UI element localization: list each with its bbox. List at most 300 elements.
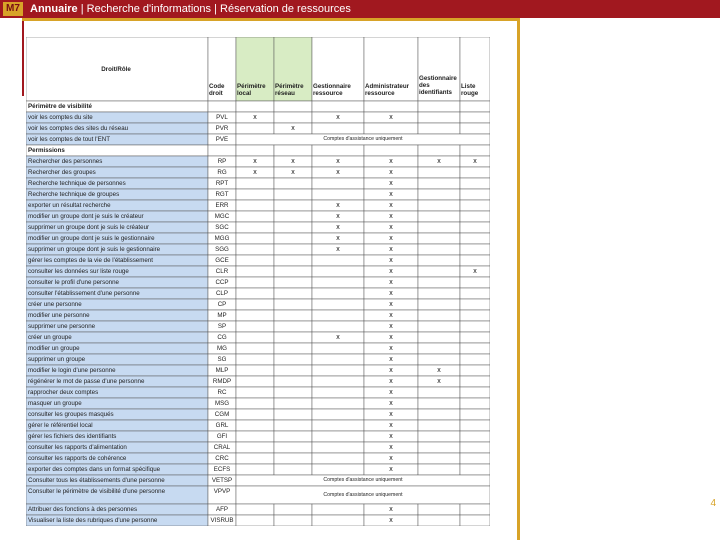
role-cell — [418, 332, 460, 343]
role-cell — [460, 288, 490, 299]
role-cell — [460, 420, 490, 431]
role-cell — [274, 244, 312, 255]
accent-rule-horizontal — [22, 18, 520, 21]
role-cell — [418, 123, 460, 134]
role-cell — [236, 145, 274, 156]
role-cell — [312, 464, 364, 475]
role-cell — [418, 288, 460, 299]
permission-mark: x — [389, 517, 393, 524]
role-cell — [418, 145, 460, 156]
row-code: GCE — [215, 257, 229, 264]
role-cell — [274, 233, 312, 244]
section-label: Périmètre de visibilité — [28, 103, 92, 110]
role-cell — [460, 299, 490, 310]
row-code: RG — [217, 169, 227, 176]
role-cell — [236, 431, 274, 442]
role-cell — [274, 178, 312, 189]
left-rule — [22, 21, 24, 96]
code-cell — [208, 145, 236, 156]
row-label: voir les comptes de tout l'ENT — [28, 136, 110, 143]
role-cell — [236, 420, 274, 431]
role-cell — [274, 222, 312, 233]
row-label: Recherche technique de personnes — [28, 180, 126, 187]
role-cell — [274, 101, 312, 112]
role-cell — [312, 376, 364, 387]
role-cell — [312, 178, 364, 189]
role-cell — [418, 200, 460, 211]
role-cell — [274, 464, 312, 475]
role-cell — [312, 321, 364, 332]
row-label: régénérer le mot de passe d'une personne — [28, 378, 145, 385]
role-cell — [418, 321, 460, 332]
row-label: Rechercher des personnes — [28, 158, 103, 165]
role-cell — [236, 442, 274, 453]
permission-mark: x — [389, 235, 393, 242]
role-cell — [274, 310, 312, 321]
role-cell — [236, 343, 274, 354]
role-cell — [364, 101, 418, 112]
permission-mark: x — [389, 114, 393, 121]
row-note: Comptes d'assistance uniquement — [323, 491, 403, 498]
role-cell — [418, 244, 460, 255]
role-cell — [418, 515, 460, 526]
permission-mark: x — [336, 224, 340, 231]
role-cell — [312, 277, 364, 288]
column-header: Administrateur ressource — [365, 83, 410, 97]
row-code: MP — [217, 312, 227, 319]
role-cell — [236, 233, 274, 244]
row-label: consulter les groupes masqués — [28, 411, 114, 418]
role-cell — [274, 145, 312, 156]
title-rest: | Recherche d'informations | Réservation de ressources — [77, 3, 351, 15]
role-cell — [274, 211, 312, 222]
role-cell — [418, 354, 460, 365]
role-cell — [460, 453, 490, 464]
row-code: GFI — [216, 433, 228, 440]
role-cell — [236, 515, 274, 526]
permission-mark: x — [473, 158, 477, 165]
row-code: CCP — [215, 279, 229, 286]
row-label: consulter les rapports d'alimentation — [28, 444, 127, 451]
column-header: Code droit — [209, 83, 225, 97]
role-cell — [460, 398, 490, 409]
row-label: Rechercher des groupes — [28, 169, 96, 176]
role-cell — [236, 123, 274, 134]
role-cell — [418, 387, 460, 398]
role-cell — [274, 431, 312, 442]
row-label: modifier un groupe — [28, 345, 80, 352]
role-cell — [274, 266, 312, 277]
row-code: VPVP — [213, 488, 231, 495]
permission-mark: x — [389, 466, 393, 473]
permission-mark: x — [389, 345, 393, 352]
role-cell — [312, 420, 364, 431]
role-cell — [274, 200, 312, 211]
column-header: Périmètre réseau — [275, 83, 304, 97]
role-cell — [460, 145, 490, 156]
section-label: Permissions — [28, 147, 65, 154]
permission-mark: x — [336, 158, 340, 165]
permission-mark: x — [336, 114, 340, 121]
role-cell — [460, 354, 490, 365]
role-cell — [364, 123, 418, 134]
row-note: Comptes d'assistance uniquement — [323, 477, 403, 483]
permission-mark: x — [336, 334, 340, 341]
code-cell — [208, 101, 236, 112]
row-note: Comptes d'assistance uniquement — [323, 136, 403, 142]
role-cell — [236, 299, 274, 310]
row-label: exporter un résultat recherche — [28, 202, 111, 209]
role-cell — [236, 453, 274, 464]
role-cell — [312, 189, 364, 200]
permission-mark: x — [437, 378, 441, 385]
row-label: voir les comptes du site — [28, 114, 93, 121]
role-cell — [236, 101, 274, 112]
role-cell — [274, 277, 312, 288]
role-cell — [418, 189, 460, 200]
row-code: CRAL — [213, 444, 231, 451]
role-cell — [460, 211, 490, 222]
role-cell — [236, 321, 274, 332]
role-cell — [236, 266, 274, 277]
role-cell — [274, 398, 312, 409]
permission-mark: x — [389, 323, 393, 330]
permission-mark: x — [437, 158, 441, 165]
row-label: consulter l'établissement d'une personne — [28, 290, 140, 297]
permission-mark: x — [389, 400, 393, 407]
permission-mark: x — [389, 191, 393, 198]
permission-mark: x — [389, 290, 393, 297]
role-cell — [418, 420, 460, 431]
role-cell — [274, 112, 312, 123]
row-code: CGM — [214, 411, 230, 418]
row-label: modifier le login d'une personne — [28, 367, 116, 374]
row-label: consulter le profil d'une personne — [28, 279, 119, 286]
permission-mark: x — [389, 356, 393, 363]
role-cell — [236, 365, 274, 376]
role-cell — [236, 200, 274, 211]
role-cell — [236, 211, 274, 222]
row-code: VISRUB — [210, 517, 234, 524]
role-cell — [236, 332, 274, 343]
role-cell — [460, 515, 490, 526]
role-cell — [312, 255, 364, 266]
role-cell — [236, 464, 274, 475]
permission-mark: x — [389, 257, 393, 264]
row-code: GRL — [215, 422, 229, 429]
accent-rule-vertical — [517, 18, 520, 540]
role-cell — [460, 431, 490, 442]
permission-mark: x — [389, 455, 393, 462]
row-code: MGG — [214, 235, 230, 242]
role-cell — [312, 365, 364, 376]
row-code: ERR — [215, 202, 229, 209]
permission-mark: x — [437, 367, 441, 374]
role-cell — [236, 288, 274, 299]
row-code: CLP — [215, 290, 229, 297]
role-cell — [274, 332, 312, 343]
column-header: Périmètre local — [237, 83, 266, 97]
row-code: CG — [217, 334, 227, 341]
role-cell — [312, 504, 364, 515]
row-code: CP — [217, 301, 227, 308]
role-cell — [418, 343, 460, 354]
role-cell — [312, 123, 364, 134]
permission-mark: x — [389, 158, 393, 165]
role-cell — [312, 266, 364, 277]
rights-table-image — [26, 37, 490, 540]
role-cell — [274, 354, 312, 365]
role-cell — [460, 101, 490, 112]
role-cell — [460, 255, 490, 266]
role-cell — [312, 387, 364, 398]
role-cell — [418, 409, 460, 420]
row-code: RGT — [215, 191, 229, 198]
row-label: gérer les fichiers des identifiants — [28, 433, 117, 440]
permission-mark: x — [389, 246, 393, 253]
role-cell — [274, 515, 312, 526]
role-cell — [312, 310, 364, 321]
role-cell — [418, 398, 460, 409]
role-cell — [274, 504, 312, 515]
row-label: gérer les comptes de la vie de l'établissement — [28, 257, 153, 264]
role-cell — [312, 354, 364, 365]
permission-mark: x — [336, 246, 340, 253]
row-label: Consulter tous les établissements d'une personne — [28, 477, 165, 484]
role-cell — [236, 310, 274, 321]
permission-mark: x — [389, 301, 393, 308]
role-cell — [418, 233, 460, 244]
permission-mark: x — [389, 224, 393, 231]
role-cell — [460, 277, 490, 288]
row-code: CRC — [215, 455, 229, 462]
row-code: RC — [217, 389, 227, 396]
row-code: ECFS — [213, 466, 231, 473]
permission-mark: x — [336, 213, 340, 220]
row-label: créer une personne — [28, 301, 82, 308]
role-cell — [460, 200, 490, 211]
role-cell — [274, 189, 312, 200]
row-code: SGC — [215, 224, 229, 231]
role-cell — [274, 365, 312, 376]
role-cell — [460, 112, 490, 123]
permission-mark: x — [389, 279, 393, 286]
role-cell — [418, 167, 460, 178]
permission-mark: x — [389, 367, 393, 374]
permission-mark: x — [291, 125, 295, 132]
row-code: CLR — [215, 268, 229, 275]
role-cell — [460, 365, 490, 376]
title-main: Annuaire — [30, 3, 78, 15]
role-cell — [274, 299, 312, 310]
role-cell — [418, 255, 460, 266]
role-cell — [312, 145, 364, 156]
role-cell — [312, 442, 364, 453]
row-code: PVR — [215, 125, 229, 132]
role-cell — [460, 244, 490, 255]
role-cell — [418, 504, 460, 515]
page-title — [30, 2, 351, 16]
role-cell — [418, 299, 460, 310]
role-cell — [236, 244, 274, 255]
role-cell — [418, 112, 460, 123]
permission-mark: x — [336, 235, 340, 242]
role-cell — [236, 222, 274, 233]
role-cell — [236, 255, 274, 266]
row-code: SGG — [215, 246, 229, 253]
row-code: RMDP — [212, 378, 232, 385]
row-label: supprimer un groupe dont je suis le gestionnaire — [28, 246, 161, 253]
role-cell — [418, 453, 460, 464]
row-label: consulter les données sur liste rouge — [28, 268, 129, 275]
permission-mark: x — [389, 213, 393, 220]
permission-mark: x — [291, 169, 295, 176]
row-code: PVL — [216, 114, 228, 121]
permission-mark: x — [389, 433, 393, 440]
role-cell — [460, 442, 490, 453]
role-cell — [274, 409, 312, 420]
role-cell — [418, 211, 460, 222]
role-cell — [312, 343, 364, 354]
permission-mark: x — [389, 389, 393, 396]
role-cell — [460, 233, 490, 244]
role-cell — [418, 266, 460, 277]
row-label: rapprocher deux comptes — [28, 389, 99, 396]
role-cell — [236, 504, 274, 515]
row-label: créer un groupe — [28, 334, 72, 341]
role-cell — [418, 277, 460, 288]
row-label: modifier un groupe dont je suis le créateur — [28, 213, 144, 220]
role-cell — [418, 222, 460, 233]
role-cell — [236, 409, 274, 420]
row-code: MGC — [214, 213, 230, 220]
column-header: Gestionnaire ressource — [313, 83, 351, 97]
row-label: modifier un groupe dont je suis le gestionnaire — [28, 235, 155, 242]
permission-mark: x — [389, 180, 393, 187]
role-cell — [312, 288, 364, 299]
role-cell — [236, 178, 274, 189]
role-cell — [274, 255, 312, 266]
role-cell — [274, 288, 312, 299]
column-header: Liste rouge — [461, 83, 479, 97]
role-cell — [274, 387, 312, 398]
column-header: Gestionnaire des identifiants — [419, 75, 457, 96]
role-cell — [236, 376, 274, 387]
role-cell — [274, 453, 312, 464]
role-cell — [418, 310, 460, 321]
role-cell — [274, 343, 312, 354]
role-cell — [460, 167, 490, 178]
role-cell — [236, 277, 274, 288]
permission-mark: x — [389, 506, 393, 513]
permission-mark: x — [389, 312, 393, 319]
role-cell — [236, 354, 274, 365]
row-label: supprimer une personne — [28, 323, 96, 330]
row-code: PVE — [215, 136, 229, 143]
row-code: RP — [217, 158, 227, 165]
app-logo: M7 — [3, 2, 23, 16]
permission-mark: x — [389, 411, 393, 418]
role-cell — [460, 321, 490, 332]
role-cell — [312, 101, 364, 112]
permission-mark: x — [473, 268, 477, 275]
permission-mark: x — [336, 202, 340, 209]
role-cell — [460, 343, 490, 354]
row-label: Attribuer des fonctions à des personnes — [28, 506, 138, 513]
row-code: SG — [217, 356, 227, 363]
role-cell — [274, 376, 312, 387]
permission-mark: x — [389, 444, 393, 451]
role-cell — [460, 332, 490, 343]
permission-mark: x — [291, 158, 295, 165]
permission-mark: x — [253, 158, 257, 165]
role-cell — [460, 189, 490, 200]
role-cell — [274, 442, 312, 453]
role-cell — [460, 387, 490, 398]
row-label: voir les comptes des sites du réseau — [28, 125, 129, 132]
role-cell — [460, 504, 490, 515]
role-cell — [418, 431, 460, 442]
row-label: supprimer un groupe — [28, 356, 86, 363]
row-label: masquer un groupe — [28, 400, 82, 407]
row-code: MG — [217, 345, 227, 352]
role-cell — [418, 178, 460, 189]
role-cell — [460, 222, 490, 233]
role-cell — [236, 387, 274, 398]
role-cell — [312, 515, 364, 526]
role-cell — [312, 409, 364, 420]
row-label: gérer le référentiel local — [28, 422, 93, 429]
row-code: MSG — [214, 400, 230, 407]
header-bar — [0, 0, 720, 18]
role-cell — [460, 376, 490, 387]
role-cell — [460, 123, 490, 134]
role-cell — [460, 178, 490, 189]
row-code: AFP — [215, 506, 229, 513]
permission-mark: x — [389, 378, 393, 385]
row-label: Recherche technique de groupes — [28, 191, 120, 198]
permission-mark: x — [389, 268, 393, 275]
row-label: modifier une personne — [28, 312, 90, 319]
permission-mark: x — [389, 334, 393, 341]
role-cell — [312, 453, 364, 464]
permission-mark: x — [253, 114, 257, 121]
role-cell — [312, 299, 364, 310]
permission-mark: x — [389, 169, 393, 176]
page-number: 4 — [710, 498, 716, 509]
role-cell — [236, 398, 274, 409]
row-label: consulter les rapports de cohérence — [28, 455, 127, 462]
row-code: VETSP — [211, 477, 233, 484]
role-cell — [418, 464, 460, 475]
role-cell — [418, 101, 460, 112]
role-cell — [460, 409, 490, 420]
role-cell — [274, 420, 312, 431]
row-label: supprimer un groupe dont je suis le créateur — [28, 224, 150, 231]
role-cell — [418, 442, 460, 453]
role-cell — [460, 310, 490, 321]
role-cell — [312, 431, 364, 442]
permission-mark: x — [389, 422, 393, 429]
role-cell — [236, 189, 274, 200]
header-corner-label: Droit/Rôle — [101, 66, 131, 73]
role-cell — [312, 398, 364, 409]
role-cell — [364, 145, 418, 156]
permission-mark: x — [253, 169, 257, 176]
role-cell — [460, 464, 490, 475]
row-label: Visualiser la liste des rubriques d'une personne — [28, 517, 158, 524]
row-code: MLP — [215, 367, 229, 374]
